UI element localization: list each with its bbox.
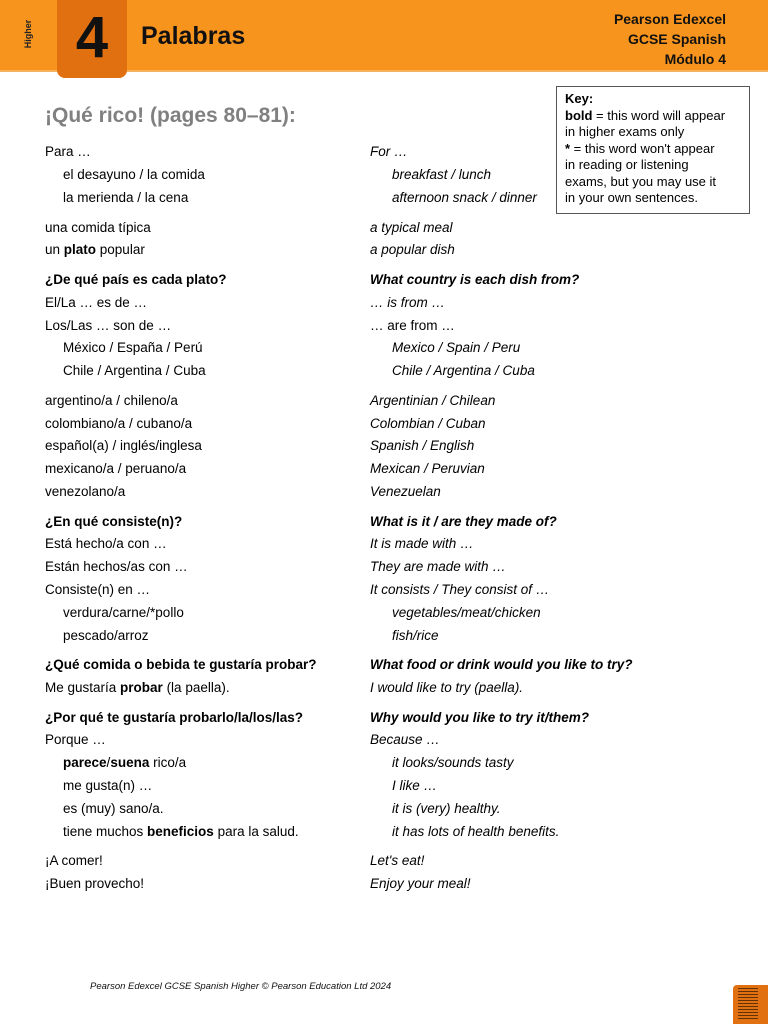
vocab-en: Spanish / English [370, 438, 475, 453]
vocab-es: español(a) / inglés/inglesa [45, 438, 202, 453]
vocab-en: Mexican / Peruvian [370, 461, 485, 476]
vocab-en: It is made with … [370, 536, 474, 551]
vocab-es: Chile / Argentina / Cuba [63, 363, 206, 378]
vocab-en: Venezuelan [370, 484, 441, 499]
vocab-es-part: para la salud. [213, 824, 299, 839]
vocab-es-bold: parece [63, 755, 107, 770]
vocab-es: Porque … [45, 732, 106, 747]
vocab-en: Let's eat! [370, 853, 425, 868]
vocab-es: El/La … es de … [45, 295, 148, 310]
vocab-en: Colombian / Cuban [370, 416, 486, 431]
vocab-es: pescado/arroz [63, 628, 149, 643]
vocab-es-bold: plato [63, 242, 97, 257]
vocab-en: a typical meal [370, 220, 453, 235]
vocab-en: They are made with … [370, 559, 506, 574]
vocab-es-part: Me gustaría [45, 680, 121, 695]
question-es: ¿Qué comida o bebida te gustaría probar? [45, 657, 317, 672]
vocab-en: I would like to try (paella). [370, 680, 524, 695]
vocab-es: colombiano/a / cubano/a [45, 416, 193, 431]
vocab-en: a popular dish [370, 242, 455, 257]
question-es: ¿En qué consiste(n)? [45, 514, 183, 529]
vocab-es: Los/Las … son de … [45, 318, 172, 333]
vocab-es: Están hechos/as con … [45, 559, 188, 574]
vocab-es: venezolano/a [45, 484, 126, 499]
vocab-en: it is (very) healthy. [392, 801, 501, 816]
vocab-en: Chile / Argentina / Cuba [392, 363, 535, 378]
vocab-es-part: popular [96, 242, 145, 257]
section-title: ¡Qué rico! (pages 80–81): [45, 104, 296, 127]
publisher-line-3: Módulo 4 [664, 51, 726, 67]
page-edge-icon [738, 988, 758, 1020]
vocab-es-part: rico/a [149, 755, 187, 770]
vocab-es-bold: beneficios [147, 824, 214, 839]
key-line-5: exams, but you may use it [565, 173, 717, 189]
key-bold-word: bold [565, 107, 593, 123]
question-es: ¿Por qué te gustaría probarlo/la/los/las? [45, 710, 304, 725]
vocab-es: me gusta(n) … [63, 778, 153, 793]
question-en: What country is each dish from? [370, 272, 580, 287]
vocab-es: mexicano/a / peruano/a [45, 461, 187, 476]
publisher-line-2: GCSE Spanish [627, 31, 726, 47]
vocab-en: vegetables/meat/chicken [392, 605, 541, 620]
vocab-en: I like … [392, 778, 438, 793]
vocab-en: For … [370, 144, 408, 159]
question-en: Why would you like to try it/them? [370, 710, 590, 725]
vocab-en: … are from … [370, 318, 455, 333]
vocab-es [63, 755, 186, 770]
key-bold-rest: = this word will appear [592, 107, 726, 123]
vocab-en: It consists / They consist of … [370, 582, 550, 597]
key-star: * [565, 140, 571, 156]
higher-tab [0, 0, 56, 70]
vocab-es: el desayuno / la comida [63, 167, 205, 182]
vocab-en: breakfast / lunch [392, 167, 492, 182]
question-en: What food or drink would you like to try? [370, 657, 633, 672]
key-line-6: in your own sentences. [565, 190, 698, 205]
vocab-es: verdura/carne/*pollo [63, 605, 184, 620]
higher-label: Higher [23, 19, 33, 49]
publisher-line-1: Pearson Edexcel [613, 11, 726, 27]
vocab-es-part: / [106, 755, 111, 770]
module-number: 4 [75, 5, 109, 70]
vocab-es: Consiste(n) en … [45, 582, 151, 597]
vocab-en: Because … [370, 732, 440, 747]
key-line-4: in reading or listening [565, 157, 689, 172]
vocab-es: ¡A comer! [45, 853, 103, 868]
vocab-es-bold: suena [110, 755, 150, 770]
key-line-star [565, 141, 741, 158]
footer-copyright: Pearson Edexcel GCSE Spanish Higher © Pearson Education Ltd 2024 [90, 981, 392, 992]
key-title: Key: [565, 91, 594, 106]
key-line-bold [565, 108, 741, 125]
vocab-es: la merienda / la cena [63, 190, 189, 205]
vocab-es: México / España / Perú [63, 340, 203, 355]
vocab-es [63, 824, 299, 839]
vocab-es-part: un [45, 242, 64, 257]
question-es: ¿De qué país es cada plato? [45, 272, 227, 287]
vocab-es-part: (la paella). [162, 680, 230, 695]
vocab-es-bold: probar [120, 680, 163, 695]
vocab-es: Está hecho/a con … [45, 536, 167, 551]
key-box [556, 86, 750, 214]
vocab-en: … is from … [370, 295, 446, 310]
vocab-en: Argentinian / Chilean [370, 393, 496, 408]
key-star-rest: = this word won't appear [570, 140, 715, 156]
vocab-es [45, 242, 145, 257]
vocab-es [45, 680, 230, 695]
key-line-2: in higher exams only [565, 124, 685, 139]
vocab-en: Enjoy your meal! [370, 876, 471, 891]
vocab-es: ¡Buen provecho! [45, 876, 145, 891]
page-title: Palabras [141, 22, 246, 50]
question-en: What is it / are they made of? [370, 514, 557, 529]
module-number-box [57, 0, 127, 78]
publisher-info [614, 9, 726, 69]
vocab-es: Para … [45, 144, 91, 159]
vocab-en: it has lots of health benefits. [392, 824, 560, 839]
vocab-en: it looks/sounds tasty [392, 755, 514, 770]
vocab-es: argentino/a / chileno/a [45, 393, 178, 408]
vocab-es: es (muy) sano/a. [63, 801, 164, 816]
vocab-es: una comida típica [45, 220, 151, 235]
vocab-en: fish/rice [392, 628, 439, 643]
vocab-es-part: tiene muchos [63, 824, 148, 839]
vocab-en: Mexico / Spain / Peru [392, 340, 521, 355]
vocab-en: afternoon snack / dinner [392, 190, 537, 205]
